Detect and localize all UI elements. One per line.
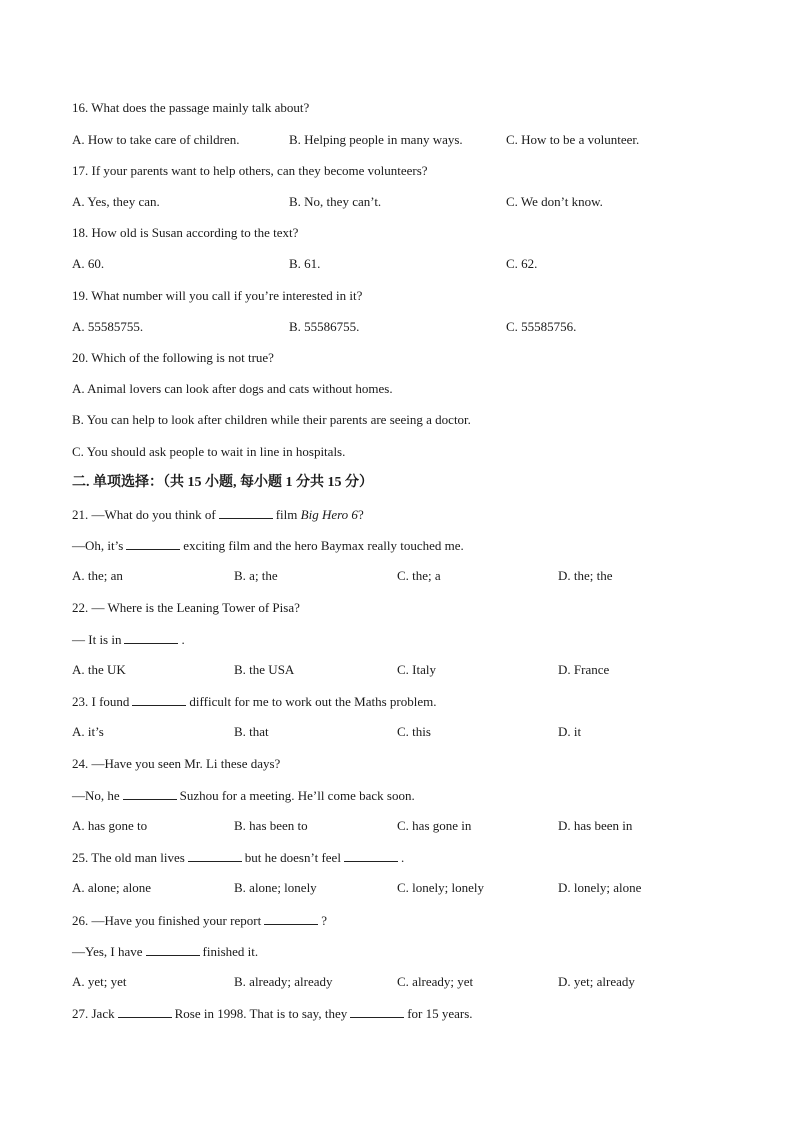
question-21-option-a: A. the; an	[72, 568, 123, 583]
question-24-line-2	[72, 787, 415, 804]
question-21-line-2	[72, 537, 464, 554]
question-20-stem: 20. Which of the following is not true?	[72, 350, 274, 365]
answer-blank	[124, 631, 178, 644]
question-26-option-c: C. already; yet	[397, 974, 474, 989]
question-18-stem: 18. How old is Susan according to the text?	[72, 225, 299, 240]
question-24-option-b: B. has been to	[234, 818, 308, 833]
question-16-option-b: B. Helping people in many ways.	[289, 132, 463, 147]
q22-text-a: — It is in	[72, 632, 122, 647]
question-25-option-b: B. alone; lonely	[234, 880, 317, 895]
question-18-option-c: C. 62.	[506, 256, 538, 271]
q21-text-a: 21. —What do you think of	[72, 507, 216, 522]
answer-blank	[350, 1005, 404, 1018]
question-22-option-d: D. France	[558, 662, 610, 677]
q21-text-d: —Oh, it’s	[72, 538, 124, 553]
question-21-line-1	[72, 506, 364, 523]
question-16-stem: 16. What does the passage mainly talk about?	[72, 100, 310, 115]
question-22-line-1: 22. — Where is the Leaning Tower of Pisa?	[72, 600, 300, 615]
q25-text-a: 25. The old man lives	[72, 850, 185, 865]
question-17-option-c: C. We don’t know.	[506, 194, 603, 209]
answer-blank	[344, 849, 398, 862]
question-17-option-b: B. No, they can’t.	[289, 194, 382, 209]
question-22-option-b: B. the USA	[234, 662, 295, 677]
question-25-option-d: D. lonely; alone	[558, 880, 642, 895]
q26-text-c: —Yes, I have	[72, 944, 143, 959]
question-26-option-a: A. yet; yet	[72, 974, 127, 989]
question-23-option-b: B. that	[234, 724, 269, 739]
question-17-option-a: A. Yes, they can.	[72, 194, 160, 209]
q27-text-c: for 15 years.	[407, 1006, 473, 1021]
answer-blank	[132, 693, 186, 706]
question-26-option-b: B. already; already	[234, 974, 333, 989]
q26-text-d: finished it.	[202, 944, 259, 959]
question-24-option-c: C. has gone in	[397, 818, 472, 833]
answer-blank	[126, 537, 180, 550]
q23-text-b: difficult for me to work out the Maths problem.	[189, 694, 437, 709]
answer-blank	[146, 943, 200, 956]
question-22-line-2	[72, 631, 185, 648]
question-16-option-c: C. How to be a volunteer.	[506, 132, 640, 147]
question-18-option-b: B. 61.	[289, 256, 321, 271]
question-26-option-d: D. yet; already	[558, 974, 635, 989]
q21-text-c: ?	[357, 507, 364, 522]
question-19-option-a: A. 55585755.	[72, 319, 144, 334]
question-22-option-a: A. the UK	[72, 662, 126, 677]
answer-blank	[123, 787, 177, 800]
question-19-option-c: C. 55585756.	[506, 319, 577, 334]
question-24-option-d: D. has been in	[558, 818, 633, 833]
question-26-line-2	[72, 943, 258, 960]
question-18-option-a: A. 60.	[72, 256, 105, 271]
q25-text-b: but he doesn’t feel	[244, 850, 341, 865]
q27-text-b: Rose in 1998. That is to say, they	[174, 1006, 348, 1021]
question-26-line-1	[72, 912, 327, 929]
q23-text-a: 23. I found	[72, 694, 130, 709]
question-27-line-1	[72, 1005, 473, 1022]
q27-text-a: 27. Jack	[72, 1006, 115, 1021]
question-23-option-c: C. this	[397, 724, 431, 739]
question-24-option-a: A. has gone to	[72, 818, 148, 833]
q21-text-b: film	[275, 507, 298, 522]
question-17-stem: 17. If your parents want to help others, can they become volunteers?	[72, 163, 428, 178]
question-21-option-c: C. the; a	[397, 568, 441, 583]
question-23-option-a: A. it’s	[72, 724, 104, 739]
question-22-option-c: C. Italy	[397, 662, 436, 677]
question-25-option-a: A. alone; alone	[72, 880, 152, 895]
question-23-line-1	[72, 693, 437, 710]
q22-text-b: .	[181, 632, 185, 647]
q24-text-b: Suzhou for a meeting. He’ll come back soon.	[179, 788, 415, 803]
answer-blank	[264, 912, 318, 925]
q24-text-a: —No, he	[72, 788, 120, 803]
question-25-option-c: C. lonely; lonely	[397, 880, 485, 895]
question-19-stem: 19. What number will you call if you’re interested in it?	[72, 288, 363, 303]
question-20-option-c: C. You should ask people to wait in line in hospitals.	[72, 444, 346, 459]
q25-text-c: .	[400, 850, 405, 865]
q26-text-a: 26. —Have you finished your report	[72, 913, 262, 928]
answer-blank	[219, 506, 273, 519]
question-21-option-d: D. the; the	[558, 568, 613, 583]
answer-blank	[118, 1005, 172, 1018]
question-19-option-b: B. 55586755.	[289, 319, 360, 334]
q26-text-b: ?	[321, 913, 327, 928]
question-25-line-1	[72, 849, 404, 866]
question-24-line-1: 24. —Have you seen Mr. Li these days?	[72, 756, 281, 771]
q21-text-e: exciting film and the hero Baymax really touched me.	[183, 538, 464, 553]
question-23-option-d: D. it	[558, 724, 582, 739]
question-21-option-b: B. a; the	[234, 568, 278, 583]
answer-blank	[188, 849, 242, 862]
question-20-option-b: B. You can help to look after children while their parents are seeing a doctor.	[72, 412, 471, 427]
question-16-option-a: A. How to take care of children.	[72, 132, 240, 147]
section-title: 二. 单项选择：（共 15 小题, 每小题 1 分共 15 分）	[72, 475, 373, 490]
q21-film-title: Big Hero 6	[300, 507, 358, 522]
question-20-option-a: A. Animal lovers can look after dogs and cats without homes.	[72, 381, 393, 396]
